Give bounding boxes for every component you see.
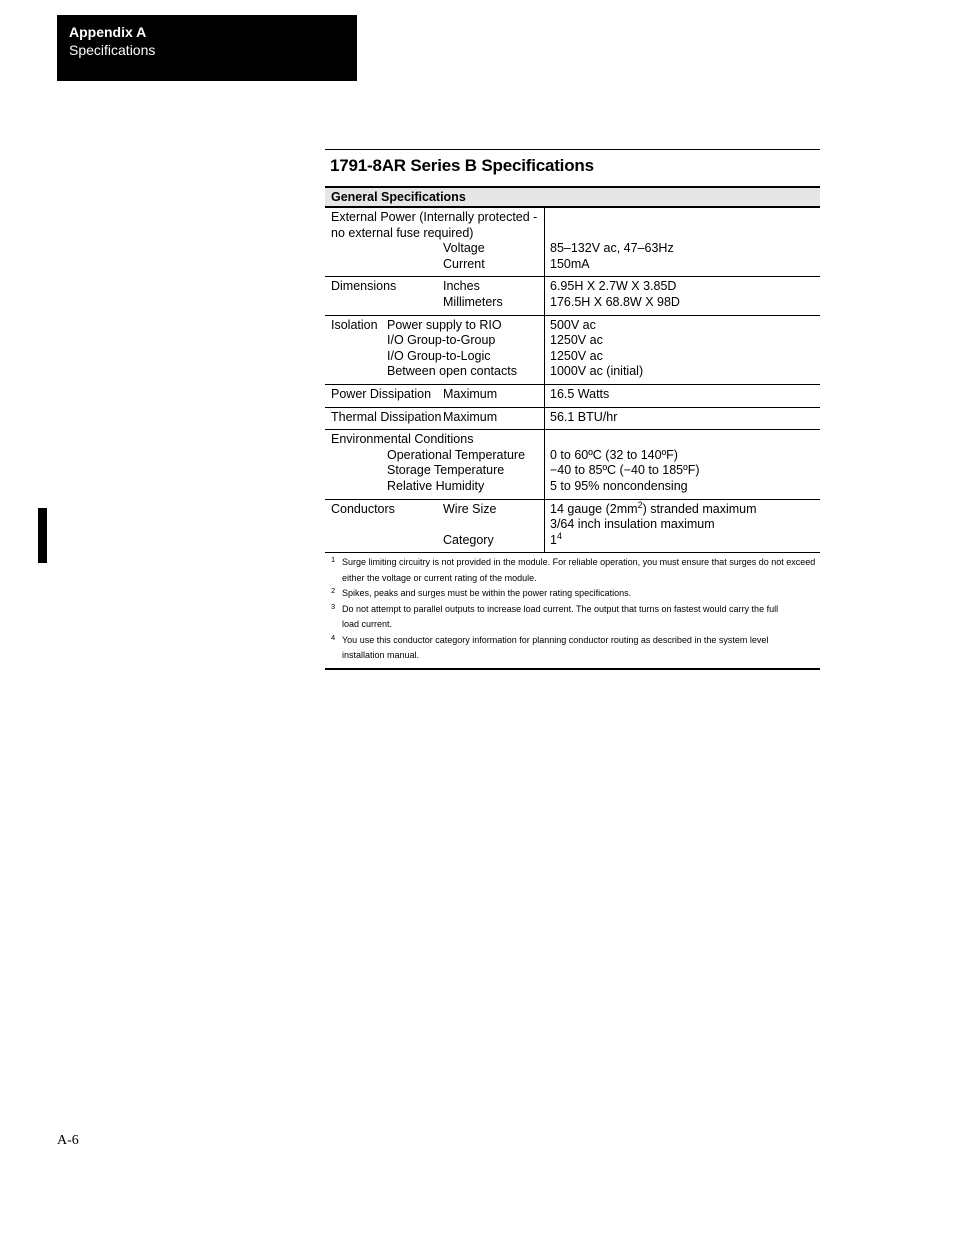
appendix-label: Appendix A (69, 24, 147, 40)
page-number: A-6 (57, 1133, 79, 1148)
sub-label: Relative Humidity (387, 478, 485, 493)
sub-label-millimeters: Millimeters (443, 294, 503, 309)
row-label: Isolation (331, 317, 378, 332)
sub-label: I/O Group-to-Logic (387, 348, 491, 363)
value-voltage: 85–132V ac, 47–63Hz (550, 241, 674, 256)
value-millimeters: 176.5H X 68.8W X 98D (550, 294, 680, 309)
value: 1250V ac (550, 348, 603, 363)
appendix-subtitle: Specifications (69, 42, 156, 58)
row-label: Power Dissipation (331, 386, 432, 401)
sub-label: Maximum (443, 386, 498, 401)
row-label: Dimensions (331, 279, 397, 294)
table-row-isolation (325, 315, 820, 384)
row-value-cell (545, 384, 821, 407)
footnote (331, 602, 822, 633)
footnote-text: Spikes, peaks and surges must be within the power rating specifications. (342, 588, 632, 599)
footnote-number: 3 (331, 601, 336, 611)
value: 1250V ac (550, 333, 603, 348)
row-label-cell (325, 208, 545, 277)
sub-label: I/O Group-to-Group (387, 333, 496, 348)
table-row-power-dissipation (325, 384, 820, 407)
sub-label: Storage Temperature (387, 463, 505, 478)
row-label: no external fuse required) (331, 225, 474, 240)
footnote-number: 4 (331, 632, 336, 642)
sub-label: Operational Temperature (387, 447, 526, 462)
row-value-cell (545, 315, 821, 384)
section-top-rule (325, 149, 820, 150)
value-wire-size: 14 gauge $(2mm^2)$ stranded maximum (550, 499, 757, 516)
row-value-cell (545, 208, 821, 277)
footnote (331, 586, 822, 602)
table-row-environmental (325, 430, 820, 499)
footnote-number: 1 (331, 555, 336, 565)
row-value-cell (545, 407, 821, 430)
row-label: Environmental Conditions (331, 432, 474, 447)
footnote (331, 555, 822, 586)
sub-label-inches: Inches (443, 279, 480, 294)
row-label-cell (325, 407, 545, 430)
table-row-thermal-dissipation (325, 407, 820, 430)
value: 16.5 Watts (550, 386, 610, 401)
footnote-text: installation manual. (342, 650, 420, 661)
row-label: External Power (Internally protected - (331, 210, 538, 224)
spec-table (325, 208, 820, 552)
footnote (331, 633, 822, 664)
value: 5 to 95% noncondensing (550, 478, 688, 493)
sub-label: Between open contacts (387, 364, 517, 379)
row-label-cell (325, 384, 545, 407)
value: 56.1 BTU/hr (550, 409, 618, 424)
table-row-external-power (325, 208, 820, 277)
value: 1000V ac (initial) (550, 364, 644, 379)
row-value-cell (545, 277, 821, 315)
table-row-dimensions (325, 277, 820, 315)
row-label-cell (325, 499, 545, 552)
value-inches: 6.95H X 2.7W X 3.85D (550, 279, 677, 294)
footnote-text: You use this conductor category information for planning conductor routing as described in the system level (342, 634, 769, 645)
sub-label-current: Current (443, 256, 485, 271)
thumb-index-mark (38, 508, 47, 563)
footnote-text: Surge limiting circuitry is not provided in the module. For reliable operation, you must ensure that surges do not exceed (342, 557, 816, 568)
sub-label-category: Category (443, 532, 494, 547)
row-label: Conductors (331, 501, 395, 516)
row-value-cell (545, 499, 821, 552)
value-current: 150mA (550, 256, 590, 271)
row-label-cell (325, 277, 545, 315)
row-label: Thermal Dissipation (331, 409, 442, 424)
value: 500V ac (550, 317, 596, 332)
row-label-cell (325, 430, 545, 499)
sub-label-voltage: Voltage (443, 241, 485, 256)
value-insulation: 3/64 inch insulation maximum (550, 517, 715, 532)
footnote-text: Do not attempt to parallel outputs to increase load current. The output that turns on fastest would carry the full (342, 603, 779, 614)
footnote-text: either the voltage or current rating of the module. (342, 572, 537, 583)
footnote-number: 2 (331, 586, 336, 596)
spec-section (325, 149, 820, 670)
sub-label-wire-size: Wire Size (443, 501, 497, 516)
footnotes (325, 552, 820, 670)
value: 0 to 60ºC (32 to 140ºF) (550, 447, 678, 462)
sub-label: Maximum (443, 409, 498, 424)
sub-label: Power supply to RIO (387, 317, 502, 332)
row-label-cell (325, 315, 545, 384)
value-category: $1^4$ (550, 530, 562, 547)
table-row-conductors (325, 499, 820, 552)
footnote-text: load current. (342, 619, 393, 630)
value: −40 to 85ºC (−40 to 185ºF) (550, 463, 700, 478)
section-title: 1791-8AR Series B Specifications (330, 156, 594, 175)
appendix-header-tab (57, 15, 357, 81)
table-header: General Specifications (325, 186, 820, 208)
row-value-cell (545, 430, 821, 499)
